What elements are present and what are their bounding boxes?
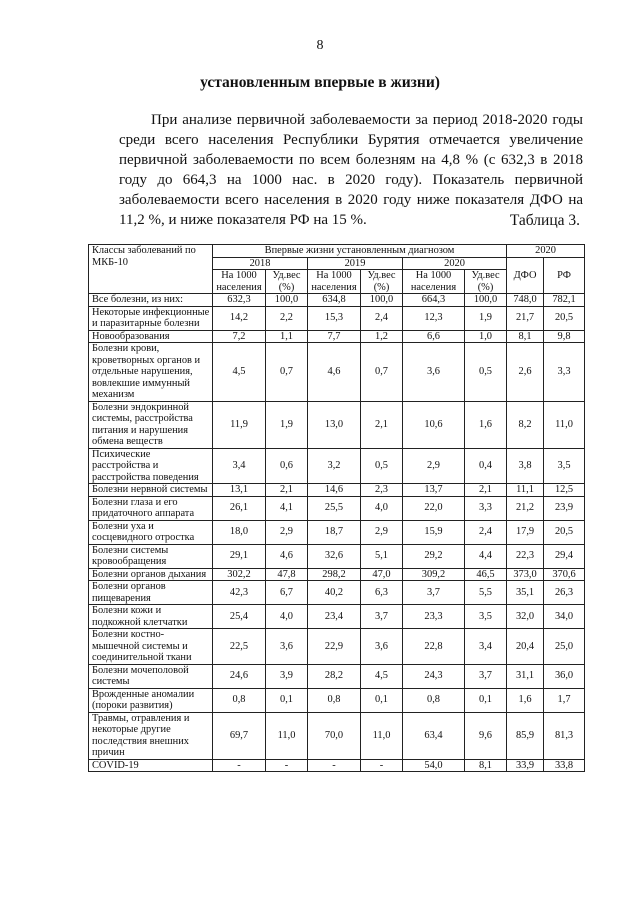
value-cell: 7,7 (308, 330, 361, 343)
value-cell: 3,9 (266, 664, 308, 688)
disease-class-cell: Болезни уха и сосцевидного отростка (89, 520, 213, 544)
value-cell: 309,2 (403, 568, 465, 581)
value-cell: 3,6 (266, 629, 308, 665)
disease-class-cell: Врожденные аномалии (пороки развития) (89, 688, 213, 712)
value-cell: 40,2 (308, 581, 361, 605)
value-cell: 0,8 (213, 688, 266, 712)
value-cell: 370,6 (544, 568, 585, 581)
value-cell: - (266, 759, 308, 772)
header-dfo: ДФО (507, 257, 544, 294)
value-cell: 4,5 (361, 664, 403, 688)
value-cell: 0,5 (465, 343, 507, 402)
disease-class-cell: Все болезни, из них: (89, 294, 213, 307)
value-cell: 31,1 (507, 664, 544, 688)
header-share: Уд.вес (%) (465, 270, 507, 294)
value-cell: 8,2 (507, 401, 544, 448)
value-cell: 3,2 (308, 448, 361, 484)
value-cell: 100,0 (361, 294, 403, 307)
value-cell: 8,1 (465, 759, 507, 772)
value-cell: 29,1 (213, 544, 266, 568)
value-cell: - (308, 759, 361, 772)
value-cell: 3,8 (507, 448, 544, 484)
value-cell: 4,0 (266, 605, 308, 629)
value-cell: 9,6 (465, 712, 507, 759)
header-rf: РФ (544, 257, 585, 294)
value-cell: 0,8 (403, 688, 465, 712)
value-cell: 3,3 (465, 496, 507, 520)
value-cell: 26,3 (544, 581, 585, 605)
value-cell: 21,7 (507, 306, 544, 330)
value-cell: 47,0 (361, 568, 403, 581)
header-share: Уд.вес (%) (266, 270, 308, 294)
value-cell: 2,6 (507, 343, 544, 402)
value-cell: 1,9 (465, 306, 507, 330)
value-cell: 302,2 (213, 568, 266, 581)
value-cell: 0,6 (266, 448, 308, 484)
value-cell: 13,1 (213, 484, 266, 497)
morbidity-table (88, 244, 585, 772)
disease-class-cell: Болезни костно-мышечной системы и соединительной ткани (89, 629, 213, 665)
value-cell: 63,4 (403, 712, 465, 759)
value-cell: 29,4 (544, 544, 585, 568)
value-cell: 34,0 (544, 605, 585, 629)
value-cell: 36,0 (544, 664, 585, 688)
value-cell: 0,7 (361, 343, 403, 402)
value-cell: 4,6 (266, 544, 308, 568)
table-row (89, 759, 585, 772)
table-row (89, 544, 585, 568)
value-cell: 9,8 (544, 330, 585, 343)
value-cell: 15,3 (308, 306, 361, 330)
value-cell: 22,5 (213, 629, 266, 665)
disease-class-cell: COVID-19 (89, 759, 213, 772)
value-cell: 12,5 (544, 484, 585, 497)
value-cell: 17,9 (507, 520, 544, 544)
value-cell: 23,9 (544, 496, 585, 520)
value-cell: 3,6 (403, 343, 465, 402)
section-heading: установленным впервые в жизни) (200, 74, 440, 91)
value-cell: 7,2 (213, 330, 266, 343)
value-cell: 28,2 (308, 664, 361, 688)
value-cell: 81,3 (544, 712, 585, 759)
value-cell: 25,4 (213, 605, 266, 629)
table-row (89, 629, 585, 665)
value-cell: 6,6 (403, 330, 465, 343)
value-cell: 46,5 (465, 568, 507, 581)
value-cell: 20,5 (544, 306, 585, 330)
table-body (89, 294, 585, 772)
value-cell: 0,1 (361, 688, 403, 712)
value-cell: 33,9 (507, 759, 544, 772)
value-cell: 22,3 (507, 544, 544, 568)
table-row (89, 664, 585, 688)
value-cell: 1,7 (544, 688, 585, 712)
value-cell: 24,3 (403, 664, 465, 688)
value-cell: 3,7 (465, 664, 507, 688)
disease-class-cell: Травмы, отравления и некоторые другие последствия внешних причин (89, 712, 213, 759)
value-cell: 23,4 (308, 605, 361, 629)
value-cell: 42,3 (213, 581, 266, 605)
table-row (89, 520, 585, 544)
value-cell: 14,6 (308, 484, 361, 497)
value-cell: 11,0 (266, 712, 308, 759)
table-row (89, 688, 585, 712)
value-cell: 2,1 (266, 484, 308, 497)
value-cell: 0,7 (266, 343, 308, 402)
value-cell: 2,3 (361, 484, 403, 497)
header-row-1 (89, 245, 585, 258)
table-caption: Таблица 3. (509, 212, 580, 229)
value-cell: 10,6 (403, 401, 465, 448)
value-cell: 24,6 (213, 664, 266, 688)
value-cell: 3,5 (465, 605, 507, 629)
value-cell: 3,7 (403, 581, 465, 605)
header-year-2018: 2018 (213, 257, 308, 270)
value-cell: 1,9 (266, 401, 308, 448)
value-cell: 25,5 (308, 496, 361, 520)
header-per1000: На 1000 населения (308, 270, 361, 294)
disease-class-cell: Болезни мочеполовой системы (89, 664, 213, 688)
value-cell: 4,1 (266, 496, 308, 520)
value-cell: 1,6 (465, 401, 507, 448)
value-cell: 1,0 (465, 330, 507, 343)
value-cell: 4,4 (465, 544, 507, 568)
value-cell: 70,0 (308, 712, 361, 759)
value-cell: 11,0 (361, 712, 403, 759)
value-cell: 18,7 (308, 520, 361, 544)
value-cell: 2,9 (403, 448, 465, 484)
value-cell: 634,8 (308, 294, 361, 307)
disease-class-cell: Болезни глаза и его придаточного аппарата (89, 496, 213, 520)
table-row (89, 605, 585, 629)
value-cell: 13,0 (308, 401, 361, 448)
value-cell: 47,8 (266, 568, 308, 581)
value-cell: 1,6 (507, 688, 544, 712)
value-cell: 2,2 (266, 306, 308, 330)
table-row (89, 712, 585, 759)
value-cell: 4,6 (308, 343, 361, 402)
table-row (89, 306, 585, 330)
value-cell: 2,1 (361, 401, 403, 448)
value-cell: 2,1 (465, 484, 507, 497)
value-cell: 32,0 (507, 605, 544, 629)
disease-class-cell: Болезни органов дыхания (89, 568, 213, 581)
value-cell: 2,9 (266, 520, 308, 544)
value-cell: 14,2 (213, 306, 266, 330)
value-cell: 1,1 (266, 330, 308, 343)
value-cell: 4,0 (361, 496, 403, 520)
table-row (89, 581, 585, 605)
header-year-2019: 2019 (308, 257, 403, 270)
value-cell: 54,0 (403, 759, 465, 772)
header-share: Уд.вес (%) (361, 270, 403, 294)
value-cell: 373,0 (507, 568, 544, 581)
header-year-2020: 2020 (403, 257, 507, 270)
value-cell: 85,9 (507, 712, 544, 759)
value-cell: 664,3 (403, 294, 465, 307)
table-row (89, 448, 585, 484)
header-group: Впервые жизни установленным диагнозом (213, 245, 507, 258)
value-cell: 3,3 (544, 343, 585, 402)
disease-class-cell: Болезни системы кровообращения (89, 544, 213, 568)
value-cell: 15,9 (403, 520, 465, 544)
value-cell: 5,1 (361, 544, 403, 568)
value-cell: 23,3 (403, 605, 465, 629)
table-row (89, 484, 585, 497)
value-cell: 26,1 (213, 496, 266, 520)
value-cell: 20,5 (544, 520, 585, 544)
value-cell: 782,1 (544, 294, 585, 307)
value-cell: 18,0 (213, 520, 266, 544)
disease-class-cell: Новообразования (89, 330, 213, 343)
table-row (89, 343, 585, 402)
value-cell: 4,5 (213, 343, 266, 402)
table-row (89, 496, 585, 520)
value-cell: 22,8 (403, 629, 465, 665)
value-cell: - (361, 759, 403, 772)
value-cell: 748,0 (507, 294, 544, 307)
value-cell: 13,7 (403, 484, 465, 497)
value-cell: 21,2 (507, 496, 544, 520)
value-cell: 0,1 (266, 688, 308, 712)
value-cell: 0,8 (308, 688, 361, 712)
value-cell: 2,4 (361, 306, 403, 330)
disease-class-cell: Болезни органов пищеварения (89, 581, 213, 605)
header-per1000: На 1000 населения (213, 270, 266, 294)
value-cell: 35,1 (507, 581, 544, 605)
value-cell: 2,4 (465, 520, 507, 544)
disease-class-cell: Болезни эндокринной системы, расстройства питания и нарушения обмена веществ (89, 401, 213, 448)
value-cell: 33,8 (544, 759, 585, 772)
value-cell: 0,1 (465, 688, 507, 712)
value-cell: 0,4 (465, 448, 507, 484)
value-cell: 25,0 (544, 629, 585, 665)
table-row (89, 330, 585, 343)
value-cell: 22,9 (308, 629, 361, 665)
value-cell: 6,7 (266, 581, 308, 605)
value-cell: 100,0 (266, 294, 308, 307)
disease-class-cell: Психические расстройства и расстройства поведения (89, 448, 213, 484)
header-year-right: 2020 (507, 245, 585, 258)
header-per1000: На 1000 населения (403, 270, 465, 294)
disease-class-cell: Болезни кожи и подкожной клетчатки (89, 605, 213, 629)
value-cell: 11,9 (213, 401, 266, 448)
value-cell: 5,5 (465, 581, 507, 605)
value-cell: 11,1 (507, 484, 544, 497)
disease-class-cell: Болезни нервной системы (89, 484, 213, 497)
value-cell: 32,6 (308, 544, 361, 568)
value-cell: 632,3 (213, 294, 266, 307)
value-cell: 12,3 (403, 306, 465, 330)
value-cell: 6,3 (361, 581, 403, 605)
value-cell: 3,4 (213, 448, 266, 484)
value-cell: 3,4 (465, 629, 507, 665)
value-cell: 69,7 (213, 712, 266, 759)
value-cell: 29,2 (403, 544, 465, 568)
table-row (89, 294, 585, 307)
page-number: 8 (316, 38, 324, 53)
value-cell: 2,9 (361, 520, 403, 544)
table-row (89, 568, 585, 581)
disease-class-cell: Некоторые инфекционные и паразитарные болезни (89, 306, 213, 330)
value-cell: 22,0 (403, 496, 465, 520)
value-cell: 11,0 (544, 401, 585, 448)
value-cell: 3,7 (361, 605, 403, 629)
body-paragraph: При анализе первичной заболеваемости за период 2018-2020 годы среди всего населения Республики Бурятия отмечается увеличение первичной заболеваемости по всем болезням на 4,8 % (с 632,3 в 2018 году до 664,3 на 1000 нас. в 2020 году). Показатель первичной заболеваемости всего населения в 2020 году ниже показателя ДФО на 11,2 %, и ниже показателя РФ на 15 %. (119, 112, 583, 228)
disease-class-cell: Болезни крови, кроветворных органов и отдельные нарушения, вовлекшие иммунный механизм (89, 343, 213, 402)
header-class: Классы заболеваний по МКБ-10 (89, 245, 213, 294)
value-cell: 0,5 (361, 448, 403, 484)
value-cell: 1,2 (361, 330, 403, 343)
value-cell: 298,2 (308, 568, 361, 581)
value-cell: - (213, 759, 266, 772)
table-row (89, 401, 585, 448)
value-cell: 100,0 (465, 294, 507, 307)
value-cell: 3,6 (361, 629, 403, 665)
value-cell: 20,4 (507, 629, 544, 665)
value-cell: 3,5 (544, 448, 585, 484)
value-cell: 8,1 (507, 330, 544, 343)
